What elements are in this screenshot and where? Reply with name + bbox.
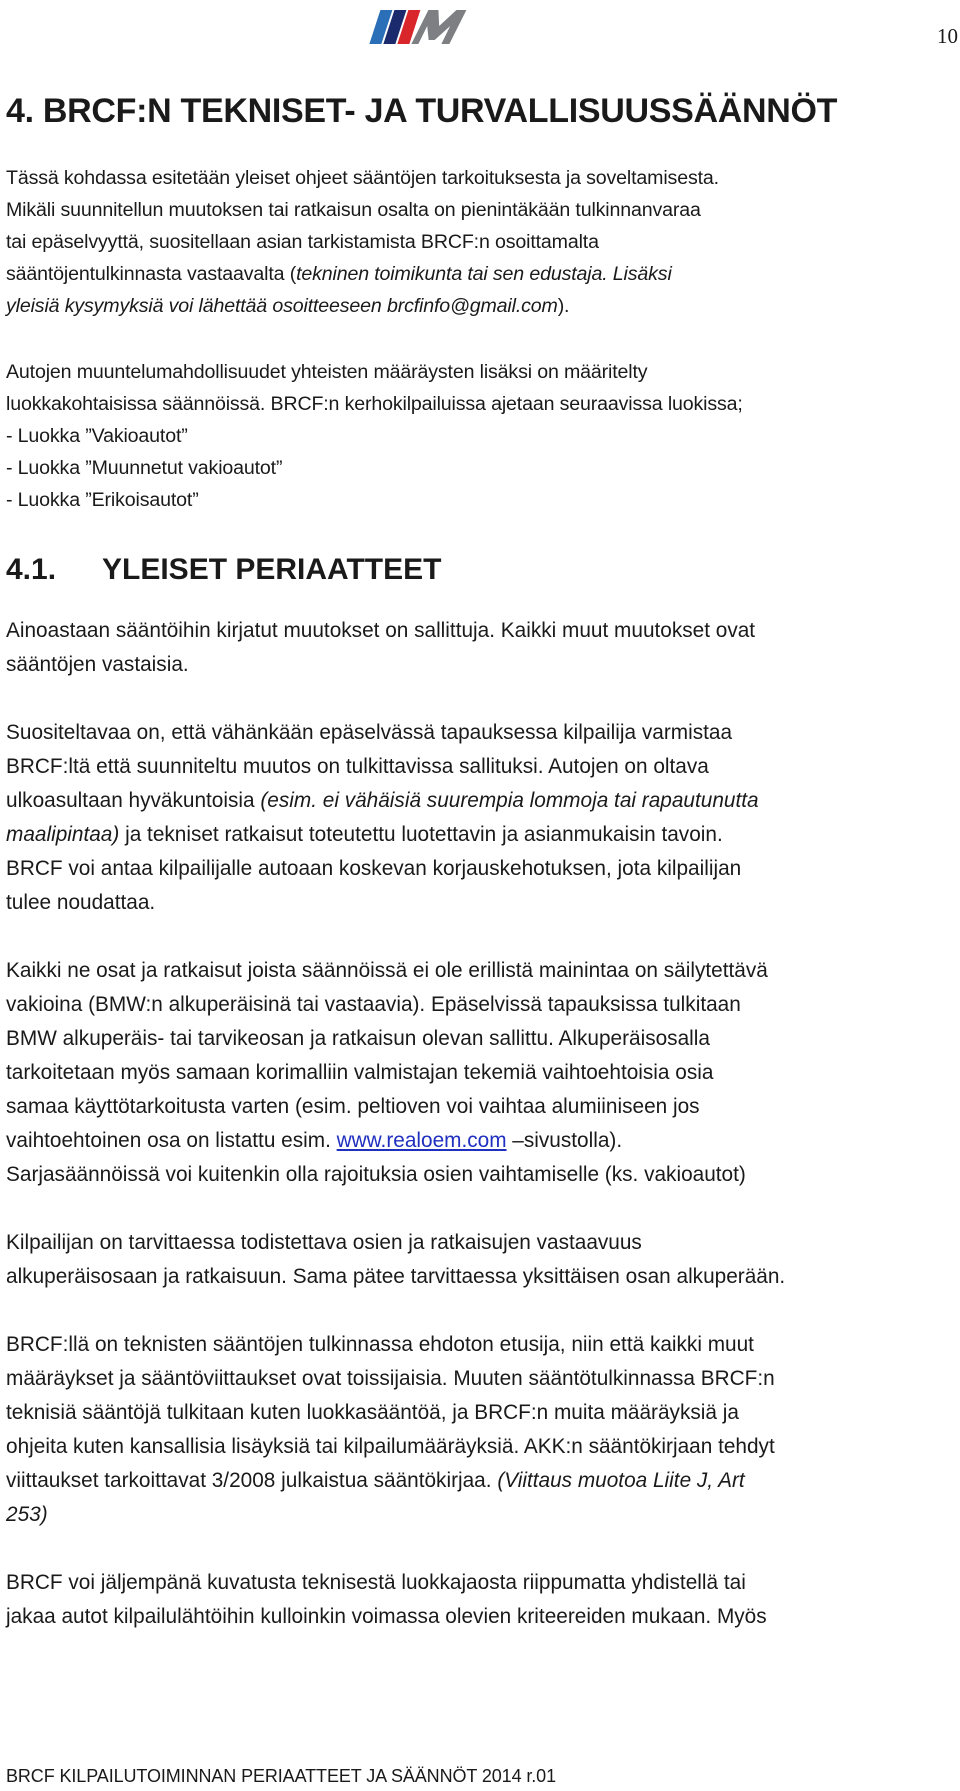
class-list-item: - Luokka ”Vakioautot” [6, 425, 188, 447]
paragraph-original-parts [6, 954, 954, 1192]
text-run: vaihtoehtoinen osa on listattu esim. [6, 1129, 337, 1152]
text-line: Kaikki ne osat ja ratkaisut joista säännöissä ei ole erillistä mainintaa on säilytettävä [6, 959, 768, 982]
paragraph-allowed-changes [6, 614, 954, 682]
section-title: 4. BRCF:N TEKNISET- JA TURVALLISUUSSÄÄNNÖT [6, 92, 838, 130]
text-run: ja tekniset ratkaisut toteutettu luotettavin ja asianmukaisin tavoin. [119, 823, 723, 846]
bmw-m-logo [365, 2, 471, 50]
text-run: viittaukset tarkoittavat 3/2008 julkaistua sääntökirjaa. [6, 1469, 498, 1492]
text-line: tarkoitetaan myös samaan korimalliin valmistajan tekemiä vaihtoehtoisia osia [6, 1061, 714, 1084]
page-number: 10 [937, 24, 958, 48]
paragraph-classes [6, 356, 954, 516]
logo-letter-m [411, 10, 466, 44]
text-line [6, 290, 954, 322]
text-line: teknisiä sääntöjä tulkitaan kuten luokkasääntöä, ja BRCF:n muita määräyksiä ja [6, 1401, 739, 1424]
text-line: alkuperäisosaan ja ratkaisuun. Sama pätee tarvittaessa yksittäisen osan alkuperään. [6, 1265, 786, 1288]
text-run-italic: (esim. ei vähäisiä suurempia lommoja tai rapautunutta [260, 789, 759, 812]
text-line: tulee noudattaa. [6, 891, 156, 914]
paragraph-condition [6, 716, 954, 920]
text-line: määräykset ja sääntöviittaukset ovat toissijaisia. Muuten sääntötulkinnassa BRCF:n [6, 1367, 775, 1390]
text-line [6, 1124, 954, 1158]
document-body [6, 88, 954, 1668]
text-line: BRCF:llä on teknisten sääntöjen tulkinnassa ehdoton etusija, niin että kaikki muut [6, 1333, 754, 1356]
paragraph-proof [6, 1226, 954, 1294]
text-run: sääntöjentulkinnasta vastaavalta ( [6, 263, 297, 285]
text-line: Sarjasäännöissä voi kuitenkin olla rajoituksia osien vaihtamiselle (ks. vakioautot) [6, 1163, 746, 1186]
text-line: ohjeita kuten kansallisia lisäyksiä tai kilpailumääräyksiä. AKK:n sääntökirjaan tehdyt [6, 1435, 775, 1458]
text-line: tai epäselvyyttä, suositellaan asian tarkistamista BRCF:n osoittamalta [6, 231, 599, 253]
text-line: BMW alkuperäis- tai tarvikeosan ja ratkaisun olevan sallittu. Alkuperäisosalla [6, 1027, 710, 1050]
text-run-italic: maalipintaa) [6, 823, 120, 846]
subsection-number: 4.1. [6, 553, 57, 586]
realoem-link[interactable]: www.realoem.com [336, 1129, 507, 1152]
text-line: BRCF voi jäljempänä kuvatusta teknisestä luokkajaosta riippumatta yhdistellä tai [6, 1571, 746, 1594]
text-line: jakaa autot kilpailulähtöihin kulloinkin voimassa olevien kriteereiden mukaan. Myös [6, 1605, 767, 1628]
paragraph-priority [6, 1328, 954, 1532]
text-line [6, 784, 954, 818]
text-line: BRCF voi antaa kilpailijalle autoaan koskevan korjauskehotuksen, jota kilpailijan [6, 857, 742, 880]
page-footer: BRCF KILPAILUTOIMINNAN PERIAATTEET JA SÄÄNNÖT 2014 r.01 [6, 1766, 557, 1786]
class-list-item: - Luokka ”Erikoisautot” [6, 489, 199, 511]
text-run-italic: yleisiä kysymyksiä voi lähettää osoitteeseen brcfinfo@gmail.com [6, 295, 558, 317]
text-line [6, 1498, 954, 1532]
subsection-title [6, 550, 954, 590]
subsection-heading: YLEISET PERIAATTEET [102, 553, 442, 586]
text-run: ulkoasultaan hyväkuntoisia [6, 789, 261, 812]
text-line [6, 258, 954, 290]
text-line: Autojen muuntelumahdollisuudet yhteisten määräysten lisäksi on määritelty [6, 361, 648, 383]
text-run: –sivustolla). [506, 1129, 623, 1152]
text-run-italic: tekninen toimikunta tai sen edustaja. Lisäksi [296, 263, 672, 285]
paragraph-intro [6, 162, 954, 322]
text-line: Ainoastaan sääntöihin kirjatut muutokset on sallittuja. Kaikki muut muutokset ovat [6, 619, 756, 642]
text-line: vakioina (BMW:n alkuperäisinä tai vastaavia). Epäselvissä tapauksissa tulkitaan [6, 993, 741, 1016]
text-line: Tässä kohdassa esitetään yleiset ohjeet sääntöjen tarkoituksesta ja soveltamisesta. [6, 167, 719, 189]
text-line: Mikäli suunnitellun muutoksen tai ratkaisun osalta on pienintäkään tulkinnanvaraa [6, 199, 701, 221]
text-run-italic: (Viittaus muotoa Liite J, Art [497, 1469, 745, 1492]
text-line: Suositeltavaa on, että vähänkään epäselvässä tapauksessa kilpailija varmistaa [6, 721, 733, 744]
text-run-italic: 253) [6, 1503, 48, 1526]
paragraph-grouping [6, 1566, 954, 1634]
text-line: samaa käyttötarkoitusta varten (esim. peltioven voi vaihtaa alumiiniseen jos [6, 1095, 700, 1118]
text-line: luokkakohtaisissa säännöissä. BRCF:n kerhokilpailuissa ajetaan seuraavissa luokissa; [6, 393, 743, 415]
text-line: Kilpailijan on tarvittaessa todistettava osien ja ratkaisujen vastaavuus [6, 1231, 642, 1254]
text-line [6, 818, 954, 852]
text-line: BRCF:ltä että suunniteltu muutos on tulkittavissa sallituksi. Autojen on oltava [6, 755, 709, 778]
class-list-item: - Luokka ”Muunnetut vakioautot” [6, 457, 283, 479]
text-line: sääntöjen vastaisia. [6, 653, 189, 676]
text-line [6, 1464, 954, 1498]
text-run: ). [557, 295, 570, 317]
